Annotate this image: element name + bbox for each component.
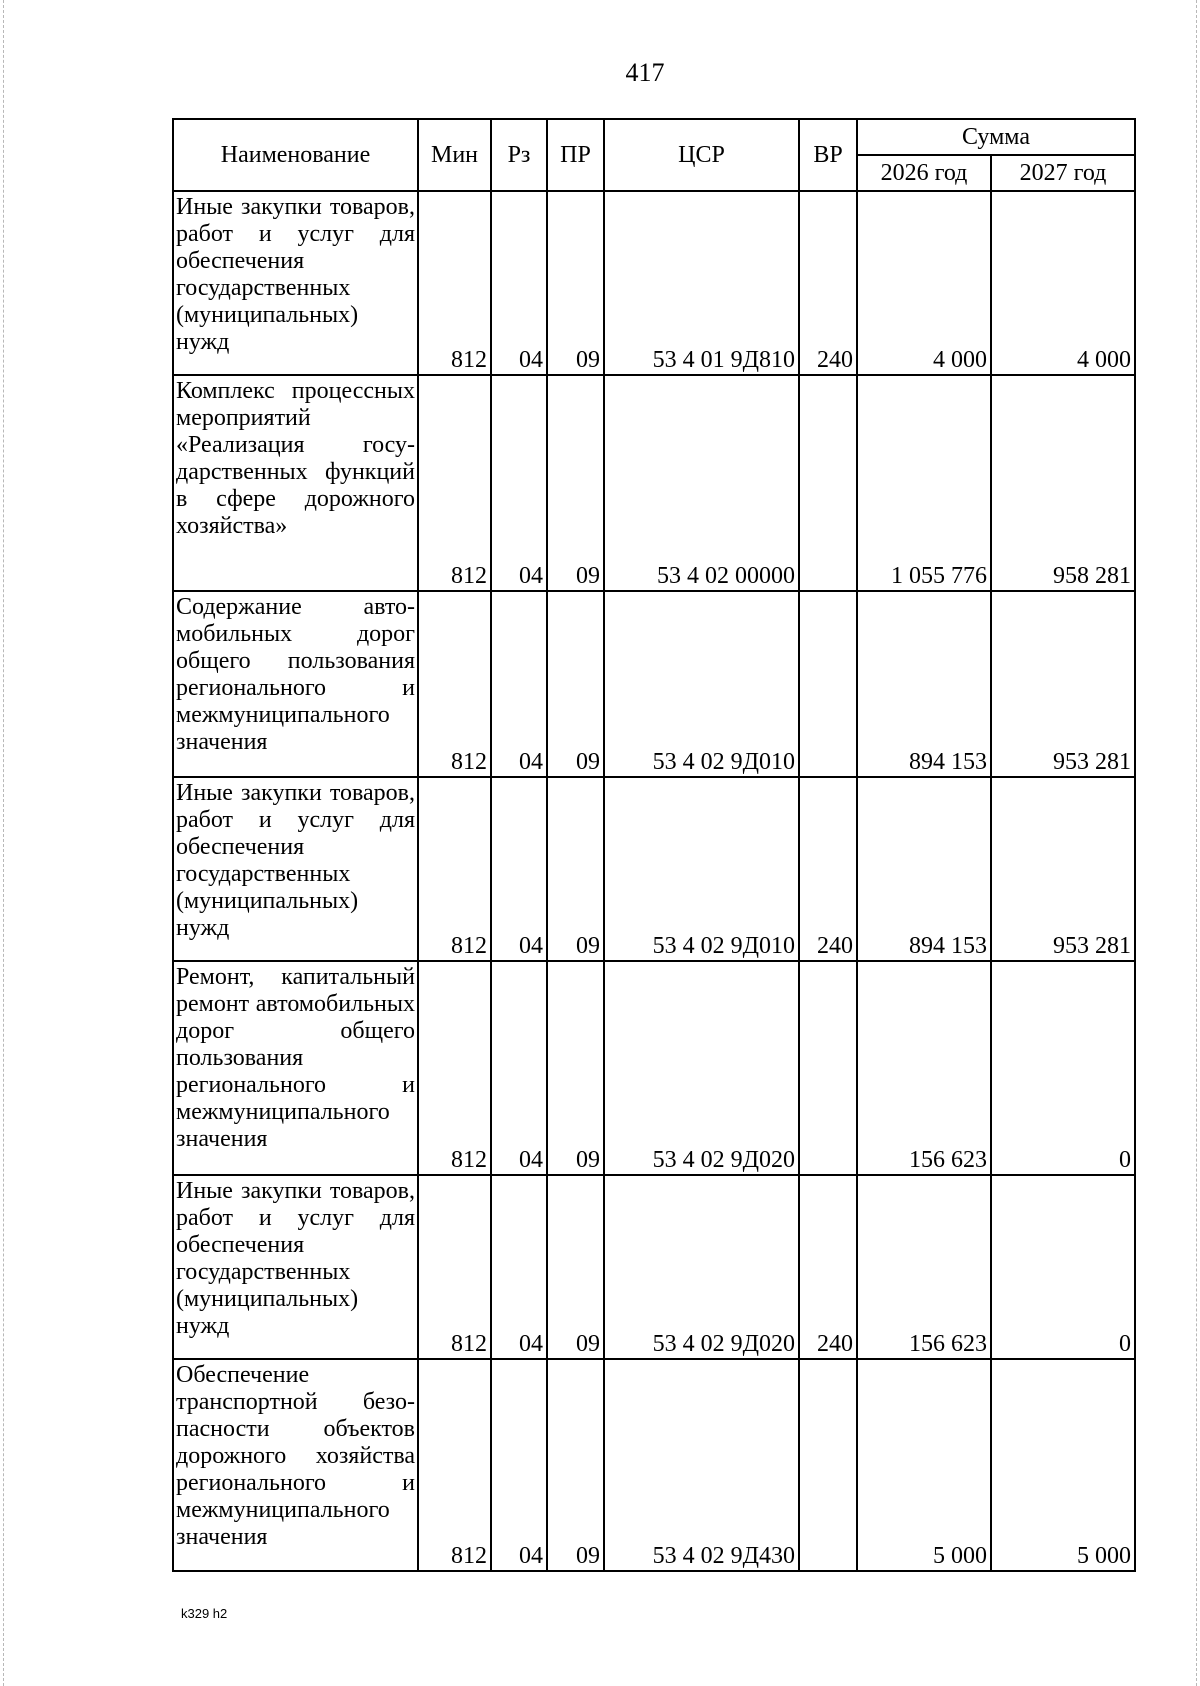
table-row (173, 1359, 1135, 1571)
row-sum-2027: 0 (991, 1175, 1135, 1359)
row-sum-2027: 953 281 (991, 777, 1135, 961)
row-rz: 04 (491, 191, 547, 375)
row-name: Ремонт, капитальный ремонт автомобильных дорог общего пользования регионального и межмуниципального значения (173, 961, 418, 1175)
row-rz: 04 (491, 777, 547, 961)
table-body (173, 191, 1135, 1571)
header-year-2026: 2026 год (857, 155, 991, 191)
row-min: 812 (418, 1175, 491, 1359)
row-vr (799, 961, 857, 1175)
row-csr: 53 4 02 9Д020 (604, 961, 799, 1175)
row-rz: 04 (491, 375, 547, 591)
header-sum: Сумма (857, 119, 1135, 155)
row-sum-2026: 156 623 (857, 961, 991, 1175)
row-min: 812 (418, 1359, 491, 1571)
row-name: Иные закупки товаров, работ и услуг для обеспечения государственных (муниципальных) нужд (173, 777, 418, 961)
row-pr: 09 (547, 1359, 604, 1571)
header-year-2027: 2027 год (991, 155, 1135, 191)
row-pr: 09 (547, 777, 604, 961)
row-csr: 53 4 02 9Д010 (604, 777, 799, 961)
row-sum-2027: 5 000 (991, 1359, 1135, 1571)
row-name: Иные закупки товаров, работ и услуг для обеспечения государственных (муниципальных) нужд (173, 191, 418, 375)
row-csr: 53 4 02 9Д020 (604, 1175, 799, 1359)
row-sum-2027: 953 281 (991, 591, 1135, 777)
row-pr: 09 (547, 375, 604, 591)
row-name: Иные закупки товаров, работ и услуг для обеспечения государственных (муниципальных) нужд (173, 1175, 418, 1359)
row-sum-2027: 958 281 (991, 375, 1135, 591)
row-rz: 04 (491, 1359, 547, 1571)
row-sum-2026: 5 000 (857, 1359, 991, 1571)
table-row (173, 777, 1135, 961)
row-name: Комплекс процессных мероприятий «Реализация государственных функций в сфере дорожного хозяйства» (173, 375, 418, 591)
row-pr: 09 (547, 1175, 604, 1359)
page-number: 417 (625, 58, 665, 87)
row-min: 812 (418, 375, 491, 591)
table-row (173, 375, 1135, 591)
row-sum-2026: 156 623 (857, 1175, 991, 1359)
row-min: 812 (418, 961, 491, 1175)
row-min: 812 (418, 591, 491, 777)
row-sum-2026: 894 153 (857, 591, 991, 777)
row-vr (799, 375, 857, 591)
row-min: 812 (418, 777, 491, 961)
header-csr: ЦСР (604, 119, 799, 191)
table-header (173, 119, 1135, 191)
row-pr: 09 (547, 191, 604, 375)
table-row (173, 1175, 1135, 1359)
row-csr: 53 4 02 9Д430 (604, 1359, 799, 1571)
table-row (173, 961, 1135, 1175)
header-vr: ВР (799, 119, 857, 191)
row-sum-2026: 894 153 (857, 777, 991, 961)
table-row (173, 591, 1135, 777)
row-csr: 53 4 01 9Д810 (604, 191, 799, 375)
row-vr: 240 (799, 191, 857, 375)
row-name: Содержание автомобильных дорог общего пользования регионального и межмуниципального значения (173, 591, 418, 777)
row-pr: 09 (547, 961, 604, 1175)
row-rz: 04 (491, 961, 547, 1175)
header-min: Мин (418, 119, 491, 191)
header-rz: Рз (491, 119, 547, 191)
row-min: 812 (418, 191, 491, 375)
scan-left-edge (3, 0, 4, 1686)
row-name: Обеспечение транспортной безопасности объектов дорожного хозяйства регионального и межмуниципального значения (173, 1359, 418, 1571)
table-row (173, 191, 1135, 375)
row-sum-2026: 1 055 776 (857, 375, 991, 591)
row-vr (799, 1359, 857, 1571)
footer-code: k329 h2 (181, 1606, 228, 1621)
row-pr: 09 (547, 591, 604, 777)
row-csr: 53 4 02 00000 (604, 375, 799, 591)
row-vr: 240 (799, 1175, 857, 1359)
header-name: Наименование (173, 119, 418, 191)
row-sum-2027: 0 (991, 961, 1135, 1175)
row-csr: 53 4 02 9Д010 (604, 591, 799, 777)
row-vr (799, 591, 857, 777)
budget-table (172, 118, 1136, 1572)
header-pr: ПР (547, 119, 604, 191)
row-rz: 04 (491, 591, 547, 777)
scan-right-edge (1196, 0, 1197, 1686)
row-sum-2027: 4 000 (991, 191, 1135, 375)
row-rz: 04 (491, 1175, 547, 1359)
row-sum-2026: 4 000 (857, 191, 991, 375)
row-vr: 240 (799, 777, 857, 961)
